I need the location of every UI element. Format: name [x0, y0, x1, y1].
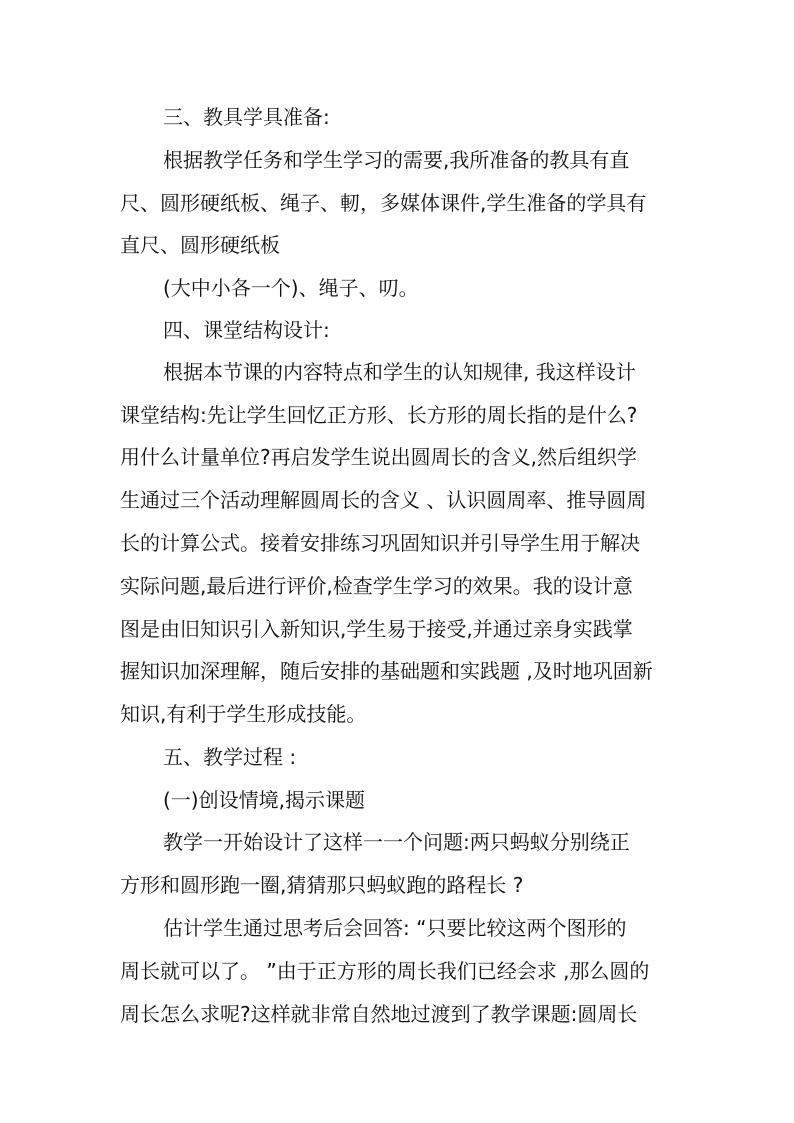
paragraph-line: 直尺、圆形硬纸板: [120, 233, 280, 257]
paragraph-line: 握知识加深理解，随后安排的基础题和实践题 ,及时地巩固新: [120, 659, 653, 683]
paragraph-line: 估计学生通过思考后会回答: “只要比较这两个图形的: [163, 916, 627, 940]
paragraph-line: 生通过三个活动理解圆周长的含义 、认识圆周率、推导圆周: [120, 488, 647, 512]
paragraph-line: 尺、圆形硬纸板、绳子、軔，多媒体课件,学生准备的学具有: [120, 191, 647, 215]
paragraph-line: 方形和圆形跑一圈,猜猜那只蚂蚁跑的路程长 ?: [120, 873, 524, 897]
paragraph-line: 长的计算公式。接着安排练习巩固知识并引导学生用于解决: [120, 531, 640, 555]
paragraph-line: 知识,有利于学生形成技能。: [120, 702, 367, 726]
paragraph-line: 根据本节课的内容特点和学生的认知规律, 我这样设计: [163, 360, 636, 384]
paragraph-line: 用什么计量单位?再启发学生说出圆周长的含义,然后组织学: [120, 445, 637, 469]
heading-teaching-process: 五、教学过程 :: [163, 745, 297, 769]
heading-class-structure: 四、课堂结构设计:: [163, 318, 330, 342]
paragraph-line: 周长怎么求呢?这样就非常自然地过渡到了教学课题:圆周长: [120, 1002, 638, 1026]
paragraph-line: 根据教学任务和学生学习的需要,我所准备的教具有直: [163, 148, 630, 172]
paragraph-line: 周长就可以了。 ”由于正方形的周长我们已经会求 ,那么圆的: [120, 959, 650, 983]
heading-teaching-aids: 三、教具学具准备:: [163, 105, 330, 129]
paragraph-line: 课堂结构:先让学生回忆正方形、长方形的周长指的是什么?: [120, 403, 638, 427]
paragraph-line: 实际问题,最后进行评价,检查学生学习的效果。我的设计意: [120, 574, 633, 598]
paragraph-line: (大中小各一个)、绳子、叨。: [163, 276, 419, 300]
paragraph-line: 教学一开始设计了这样一一个问题:两只蚂蚁分别绕正: [163, 830, 630, 854]
paragraph-line: 图是由旧知识引入新知识,学生易于接受,并通过亲身实践掌: [120, 617, 633, 641]
subheading-situation: (一)创设情境,揭示课题: [163, 788, 365, 812]
